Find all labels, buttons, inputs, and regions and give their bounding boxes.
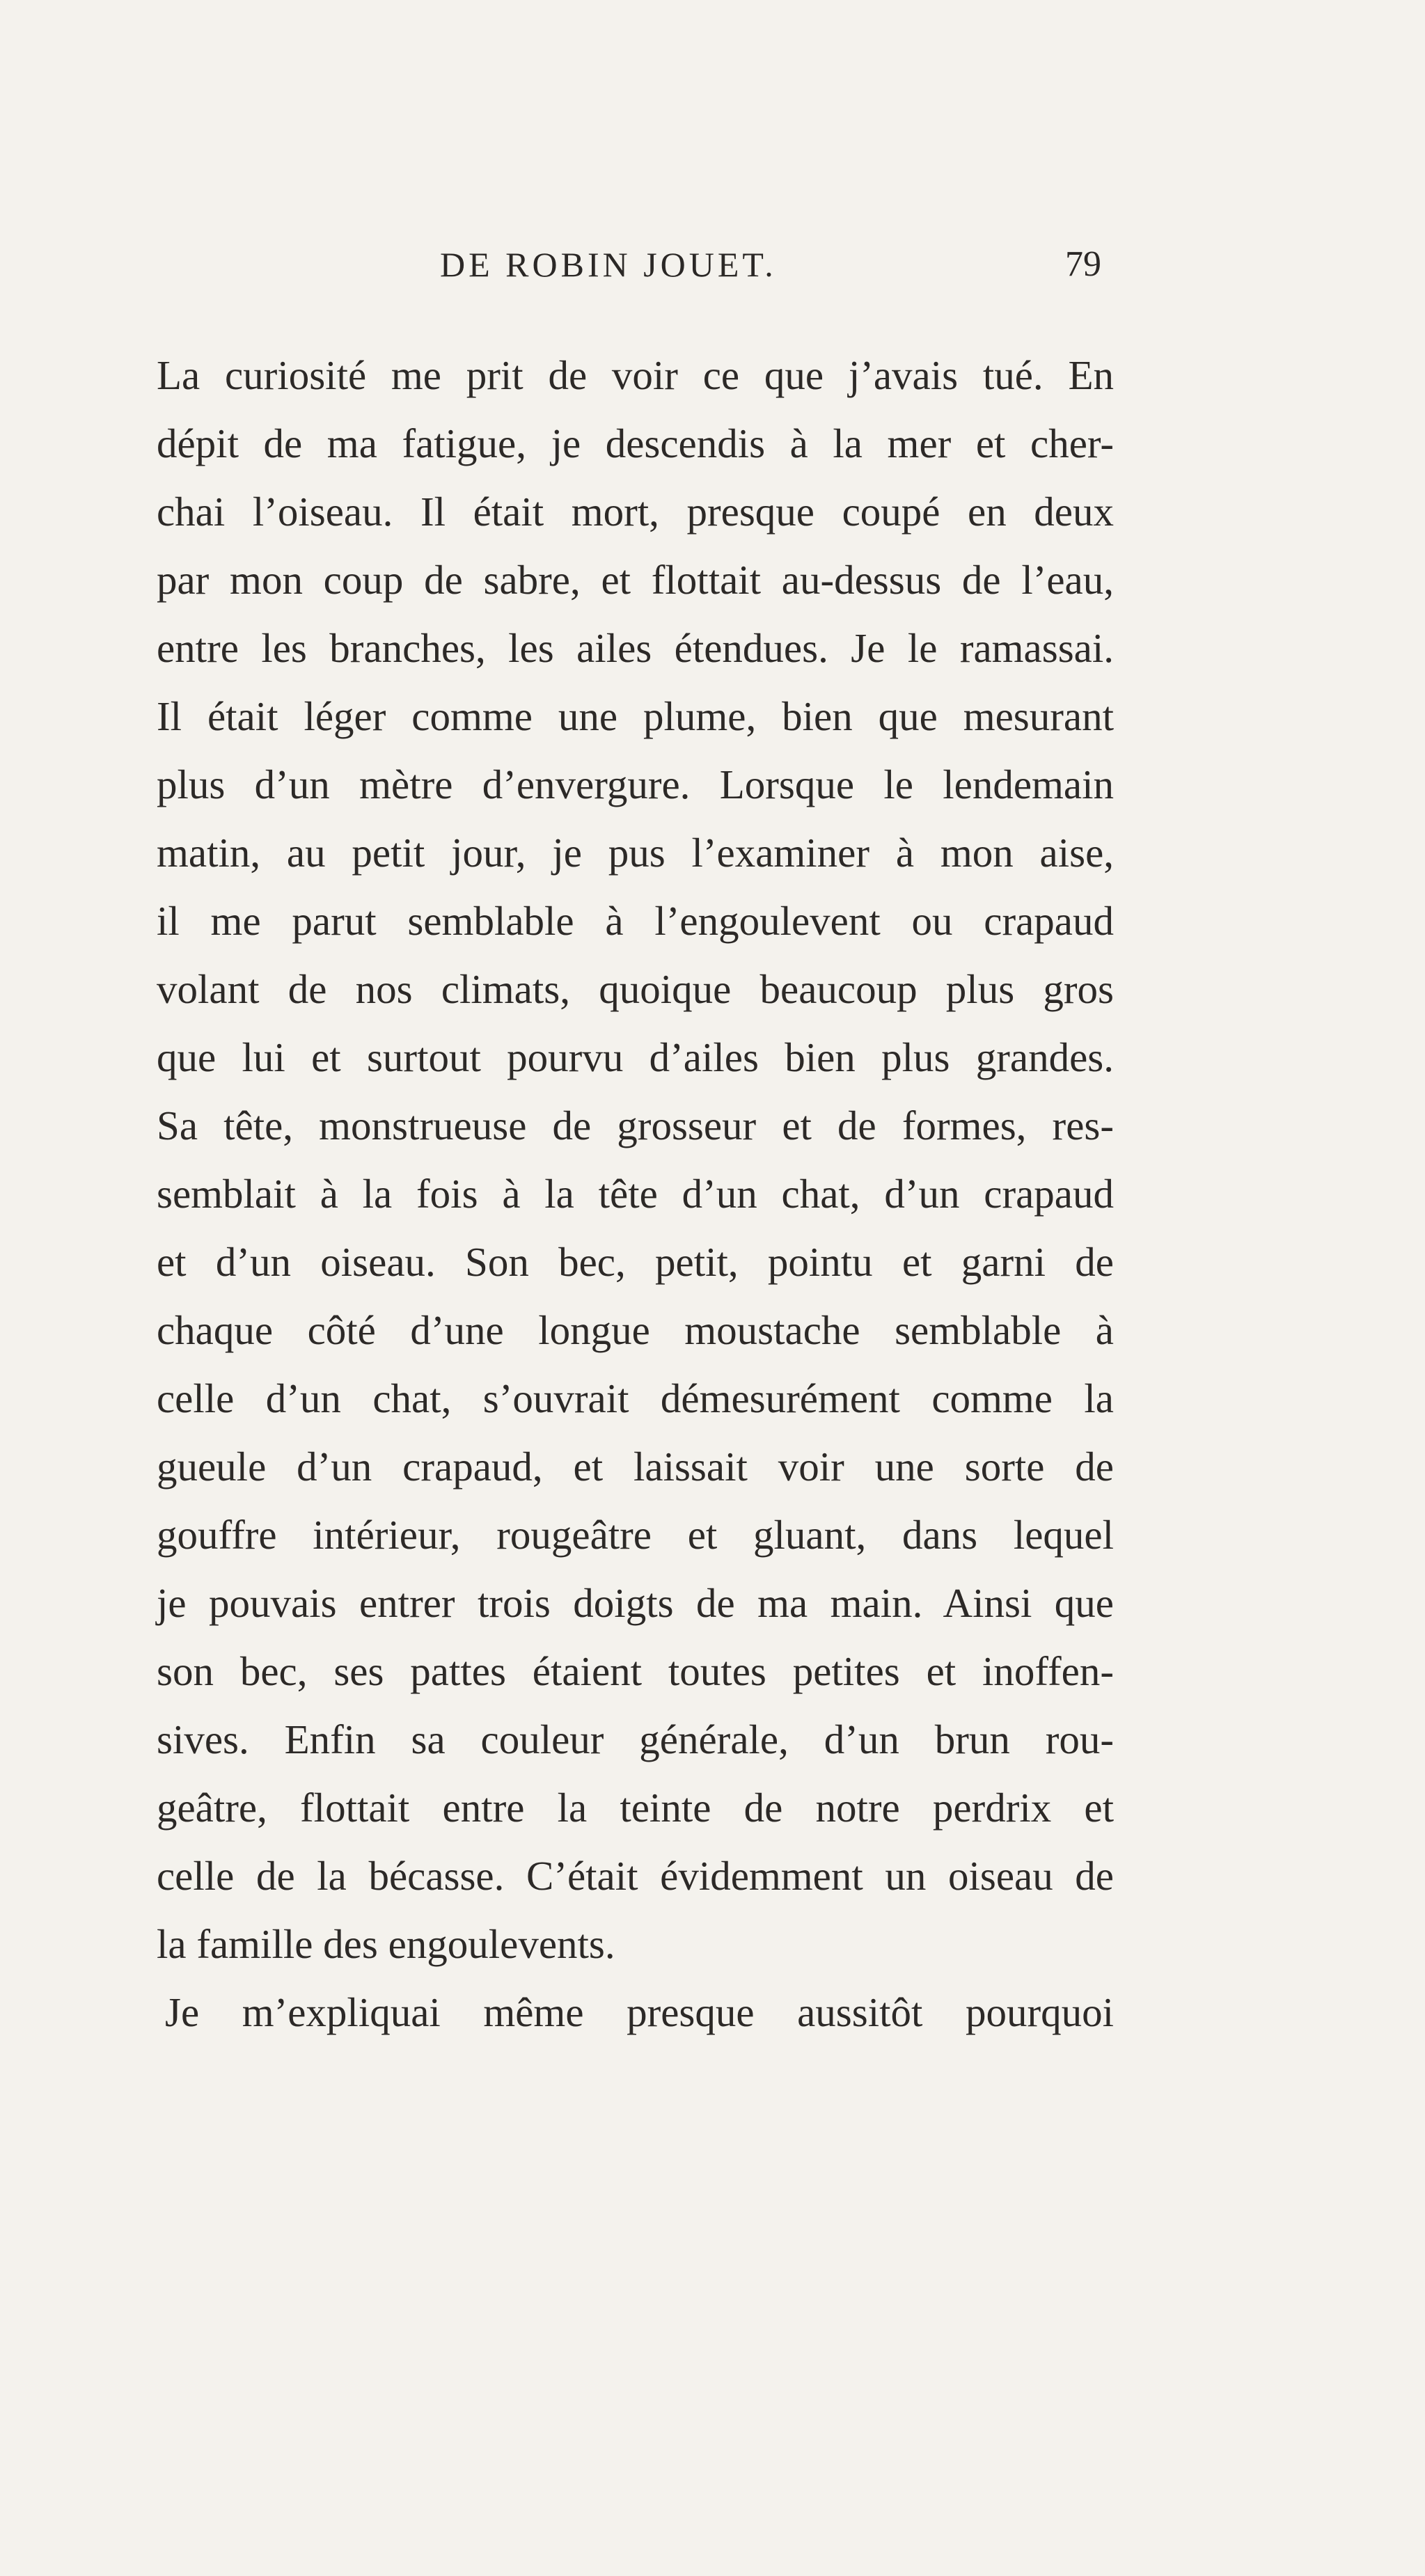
page-header [0, 237, 1425, 292]
text-line: celle de la bécasse. C’était évidemment un oiseau de [157, 1853, 1114, 1899]
text-line: je pouvais entrer trois doigts de ma main. Ainsi que [157, 1580, 1114, 1626]
text-line: chaque côté d’une longue moustache semblable à [157, 1307, 1114, 1353]
text-line: La curiosité me prit de voir ce que j’avais tué. En [157, 352, 1114, 398]
text-line: celle d’un chat, s’ouvrait démesurément comme la [157, 1375, 1114, 1421]
text-line: Sa tête, monstrueuse de grosseur et de formes, res- [157, 1103, 1114, 1148]
text-line: chai l’oiseau. Il était mort, presque coupé en deux [157, 489, 1114, 535]
running-title: DE ROBIN JOUET. [440, 245, 777, 284]
text-line: gueule d’un crapaud, et laissait voir une sorte de [157, 1444, 1114, 1490]
text-line: il me parut semblable à l’engoulevent ou crapaud [157, 898, 1114, 944]
text-line: matin, au petit jour, je pus l’examiner à mon aise, [157, 830, 1114, 876]
text-line: semblait à la fois à la tête d’un chat, d’un crapaud [157, 1171, 1114, 1217]
text-line: Il était léger comme une plume, bien que mesurant [157, 693, 1114, 739]
text-line: plus d’un mètre d’envergure. Lorsque le lendemain [157, 761, 1114, 807]
text-line: gouffre intérieur, rougeâtre et gluant, dans lequel [157, 1512, 1114, 1558]
text-line: son bec, ses pattes étaient toutes petites et inoffen- [157, 1648, 1114, 1694]
text-line: volant de nos climats, quoique beaucoup plus gros [157, 966, 1114, 1012]
text-line: geâtre, flottait entre la teinte de notre perdrix et [157, 1785, 1114, 1831]
text-line: dépit de ma fatigue, je descendis à la mer et cher- [157, 420, 1114, 466]
text-line: la famille des engoulevents. [157, 1921, 615, 1967]
text-line: sives. Enfin sa couleur générale, d’un brun rou- [157, 1716, 1114, 1762]
text-line: par mon coup de sabre, et flottait au-dessus de l’eau, [157, 557, 1114, 603]
body-text [157, 341, 1114, 2046]
text-line: que lui et surtout pourvu d’ailes bien plus grandes. [157, 1034, 1114, 1080]
text-line: entre les branches, les ailes étendues. Je le ramassai. [157, 625, 1114, 671]
page-number: 79 [1065, 244, 1101, 284]
text-line: Je m’expliquai même presque aussitôt pourquoi [165, 1989, 1114, 2035]
text-line: et d’un oiseau. Son bec, petit, pointu et garni de [157, 1239, 1114, 1285]
